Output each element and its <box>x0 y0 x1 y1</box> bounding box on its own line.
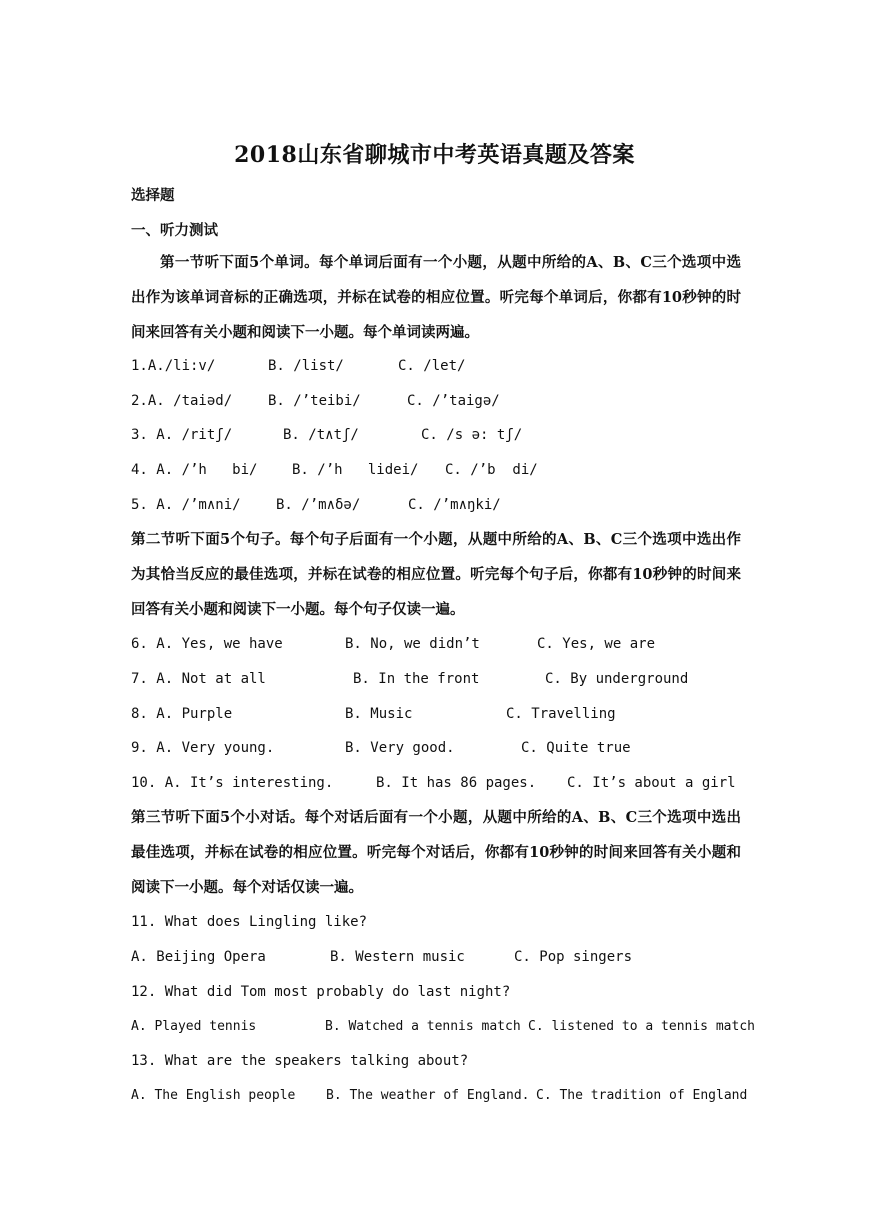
q11-option-a: A. Beijing Opera <box>131 949 266 965</box>
q13-option-a: A. The English people <box>131 1088 296 1103</box>
q4-option-c: C. /’b di/ <box>445 462 538 478</box>
q10-option-a: 10. A. It’s interesting. <box>131 775 334 791</box>
q7-option-b: B. In the front <box>353 671 480 687</box>
q6-option-a: 6. A. Yes, we have <box>131 636 283 652</box>
q5-option-c: C. /’m∧ŋki/ <box>408 497 501 513</box>
q11-stem: 11. What does Lingling like? <box>131 914 368 930</box>
q1-option-b: B. /list/ <box>268 358 344 374</box>
q1-option-a: 1.A./li:v/ <box>131 358 216 374</box>
q12-option-b: B. Watched a tennis match <box>325 1019 521 1034</box>
q13-option-c: C. The tradition of England <box>536 1088 748 1103</box>
q12-option-c: C. listened to a tennis match <box>528 1019 755 1034</box>
q5-option-a: 5. A. /’m∧ni/ <box>131 497 241 513</box>
q5-option-b: B. /’m∧δə/ <box>276 497 361 513</box>
section3-instruction: 第三节听下面5个小对话。每个对话后面有一个小题，从题中所给的A、B、C三个选项中选出最佳选项，并标在试卷的相应位置。听完每个对话后，你都有10秒钟的时间来回答有关小题和阅读下一小题。每个对话仅读一遍。 <box>131 809 741 896</box>
q6-option-b: B. No, we didn’t <box>345 636 480 652</box>
q12-stem: 12. What did Tom most probably do last night? <box>131 984 511 1000</box>
q8-option-c: C. Travelling <box>506 706 616 722</box>
q2-option-c: C. /’taigə/ <box>407 393 500 409</box>
section2-instruction: 第二节听下面5个句子。每个句子后面有一个小题，从题中所给的A、B、C三个选项中选出作为其恰当反应的最佳选项，并标在试卷的相应位置。听完每个句子后，你都有10秒钟的时间来回答有关小题和阅读下一小题。每个句子仅读一遍。 <box>131 531 741 618</box>
heading-listening: 一、听力测试 <box>131 222 218 239</box>
q9-option-b: B. Very good. <box>345 740 455 756</box>
q11-option-b: B. Western music <box>330 949 465 965</box>
q8-option-a: 8. A. Purple <box>131 706 233 722</box>
page-title: 2018山东省聊城市中考英语真题及答案 <box>234 142 635 168</box>
q11-option-c: C. Pop singers <box>514 949 633 965</box>
q6-option-c: C. Yes, we are <box>537 636 656 652</box>
q3-option-b: B. /t∧tʃ/ <box>283 427 359 443</box>
q13-option-b: B. The weather of England. <box>326 1088 530 1103</box>
q1-option-c: C. /let/ <box>398 358 466 374</box>
q8-option-b: B. Music <box>345 706 413 722</box>
q4-option-a: 4. A. /’h bi/ <box>131 462 258 478</box>
q2-option-a: 2.A. /taiəd/ <box>131 393 233 409</box>
q3-option-c: C. /s ə: tʃ/ <box>421 427 523 443</box>
q9-option-c: C. Quite true <box>521 740 631 756</box>
q7-option-c: C. By underground <box>545 671 689 687</box>
q12-option-a: A. Played tennis <box>131 1019 257 1034</box>
q10-option-c: C. It’s about a girl <box>567 775 736 791</box>
heading-choice: 选择题 <box>131 187 175 204</box>
q13-stem: 13. What are the speakers talking about? <box>131 1053 469 1069</box>
q3-option-a: 3. A. /ritʃ/ <box>131 427 233 443</box>
section1-instruction: 第一节听下面5个单词。每个单词后面有一个小题，从题中所给的A、B、C三个选项中选出作为该单词音标的正确选项，并标在试卷的相应位置。听完每个单词后，你都有10秒钟的时间来回答有关小题和阅读下一小题。每个单词读两遍。 <box>131 254 741 341</box>
q10-option-b: B. It has 86 pages. <box>376 775 537 791</box>
q7-option-a: 7. A. Not at all <box>131 671 266 687</box>
q4-option-b: B. /’h lidei/ <box>292 462 419 478</box>
q9-option-a: 9. A. Very young. <box>131 740 275 756</box>
q2-option-b: B. /’teibi/ <box>268 393 361 409</box>
